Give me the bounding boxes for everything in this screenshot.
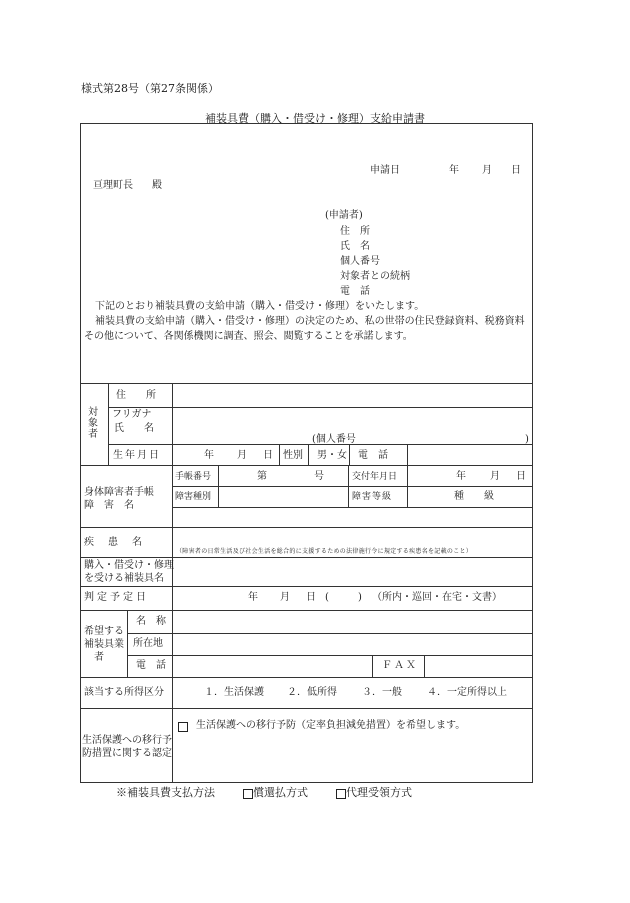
grid-line	[218, 465, 219, 507]
vendor-label-3: 者	[94, 652, 104, 663]
income-option-4: ４．一定所得以上	[427, 687, 507, 698]
grid-line	[372, 655, 373, 677]
grid-line	[80, 383, 533, 384]
grid-line	[127, 633, 533, 634]
payment-option-2-label: 代理受領方式	[346, 786, 412, 799]
disease-note: （障害者の日常生活及び社会生活を総合的に支援するための法律施行令に規定する疾患名を記載のこと）	[176, 548, 473, 555]
disability-type-label: 障害種別	[175, 492, 212, 502]
income-option-1: １．生活保護	[204, 687, 264, 698]
grid-line	[172, 486, 533, 487]
grid-line	[308, 444, 309, 465]
applicant-label: (申請者)	[325, 210, 363, 221]
applicant-phone-label: 電 話	[340, 286, 370, 297]
payment-option-1-checkbox[interactable]	[243, 789, 253, 799]
vendor-fax-label: ＦＡＸ	[382, 660, 418, 671]
statement-line-1: 下記のとおり補装具費の支給申請（購入・借受け・修理）をいたします。	[95, 301, 425, 312]
notebook-no-label: 手帳番号	[175, 472, 212, 482]
number-prefix: 第	[257, 471, 267, 482]
welfare-label-2: 防措置に関する認定	[82, 748, 172, 759]
applicant-address-label: 住 所	[340, 226, 370, 237]
grid-line	[279, 444, 280, 465]
honorific: 殿	[152, 180, 162, 191]
disease-label: 疾 患 名	[84, 537, 144, 548]
judgment-places: （所内・巡回・在宅・文書）	[372, 592, 502, 603]
grid-line	[348, 465, 349, 507]
statement-line-3: その他について、各関係機関に調査、照会、閲覧することを承諾します。	[84, 331, 413, 342]
disability-label-1: 身体障害者手帳	[84, 487, 154, 498]
issue-date-label: 交付年月日	[352, 472, 398, 482]
judgment-label: 判定予定日	[84, 592, 149, 603]
judgment-year: 年	[248, 592, 258, 603]
sex-label: 性別	[283, 450, 303, 461]
grid-line	[172, 507, 533, 508]
vendor-label-1: 希望する	[84, 626, 124, 637]
income-option-2: ２．低所得	[287, 687, 337, 698]
grid-line	[80, 527, 533, 528]
grid-line	[108, 383, 109, 465]
welfare-checkbox-text: 生活保護への移行予防（定率負担減免措置）を希望します。	[196, 720, 466, 731]
grid-line	[80, 465, 533, 466]
applicant-relation-label: 対象者との続柄	[340, 271, 410, 282]
grid-line	[172, 383, 173, 783]
vendor-phone-label: 電 話	[136, 660, 166, 671]
form-number: 様式第28号（第27条関係）	[81, 82, 219, 95]
birth-day: 日	[263, 450, 273, 461]
welfare-label-1: 生活保護への移行予	[82, 735, 172, 746]
addressee: 亘理町長	[93, 180, 133, 191]
grid-line	[80, 677, 533, 678]
subject-birthdate-label: 生年月日	[113, 450, 161, 461]
application-day: 日	[511, 165, 521, 176]
application-year: 年	[449, 165, 459, 176]
income-label: 該当する所得区分	[84, 687, 164, 698]
sex-options: 男・女	[317, 450, 347, 461]
issue-month: 月	[490, 471, 500, 482]
subject-furigana-label: フリガナ	[112, 409, 152, 420]
subject-id-close: )	[525, 434, 529, 445]
grid-line	[349, 444, 350, 465]
judgment-month: 月	[280, 592, 290, 603]
vendor-name-label: 名 称	[136, 616, 166, 627]
vendor-location-label: 所在地	[133, 638, 163, 649]
applicant-name-label: 氏 名	[340, 241, 370, 252]
application-date-label: 申請日	[370, 165, 400, 176]
income-option-3: ３．一般	[362, 687, 402, 698]
disability-grade-value: 種 級	[454, 491, 494, 502]
issue-day: 日	[516, 471, 526, 482]
grid-line	[80, 708, 533, 709]
grid-line	[80, 586, 533, 587]
grid-line	[80, 610, 533, 611]
device-label-1: 購入・借受け・修理	[84, 560, 174, 571]
applicant-id-label: 個人番号	[340, 256, 380, 267]
disability-grade-label: 障害等級	[352, 492, 393, 502]
payment-option-1-label: 償還払方式	[253, 786, 308, 799]
judgment-day: 日	[306, 592, 316, 603]
subject-phone-label: 電 話	[358, 450, 388, 461]
device-label-2: を受ける補装具名	[84, 573, 164, 584]
birth-month: 月	[237, 450, 247, 461]
subject-id-number: (個人番号	[312, 434, 356, 445]
grid-line	[127, 655, 533, 656]
welfare-checkbox[interactable]	[178, 722, 188, 732]
birth-year: 年	[204, 450, 214, 461]
disability-label-2: 障 害 名	[84, 500, 134, 511]
grid-line	[407, 444, 408, 465]
grid-line	[407, 465, 408, 507]
payment-label: ※補装具費支払方法	[116, 786, 215, 799]
grid-line	[127, 610, 128, 677]
payment-option-2-checkbox[interactable]	[336, 789, 346, 799]
vendor-label-2: 補装具業	[84, 639, 124, 650]
statement-line-2: 補装具費の支給申請（購入・借受け・修理）の決定のため、私の世帯の住民登録資料、税務資料	[95, 316, 525, 327]
subject-address-label: 住 所	[116, 390, 156, 401]
issue-year: 年	[456, 471, 466, 482]
form-title: 補装具費（購入・借受け・修理）支給申請書	[205, 112, 425, 125]
application-month: 月	[482, 165, 492, 176]
subject-name-label: 氏 名	[114, 423, 154, 434]
judgment-paren-open: (	[325, 592, 329, 603]
number-suffix: 号	[314, 471, 324, 482]
subject-label: 対象者	[88, 407, 98, 440]
grid-line	[424, 655, 425, 677]
judgment-paren-close: )	[358, 592, 362, 603]
